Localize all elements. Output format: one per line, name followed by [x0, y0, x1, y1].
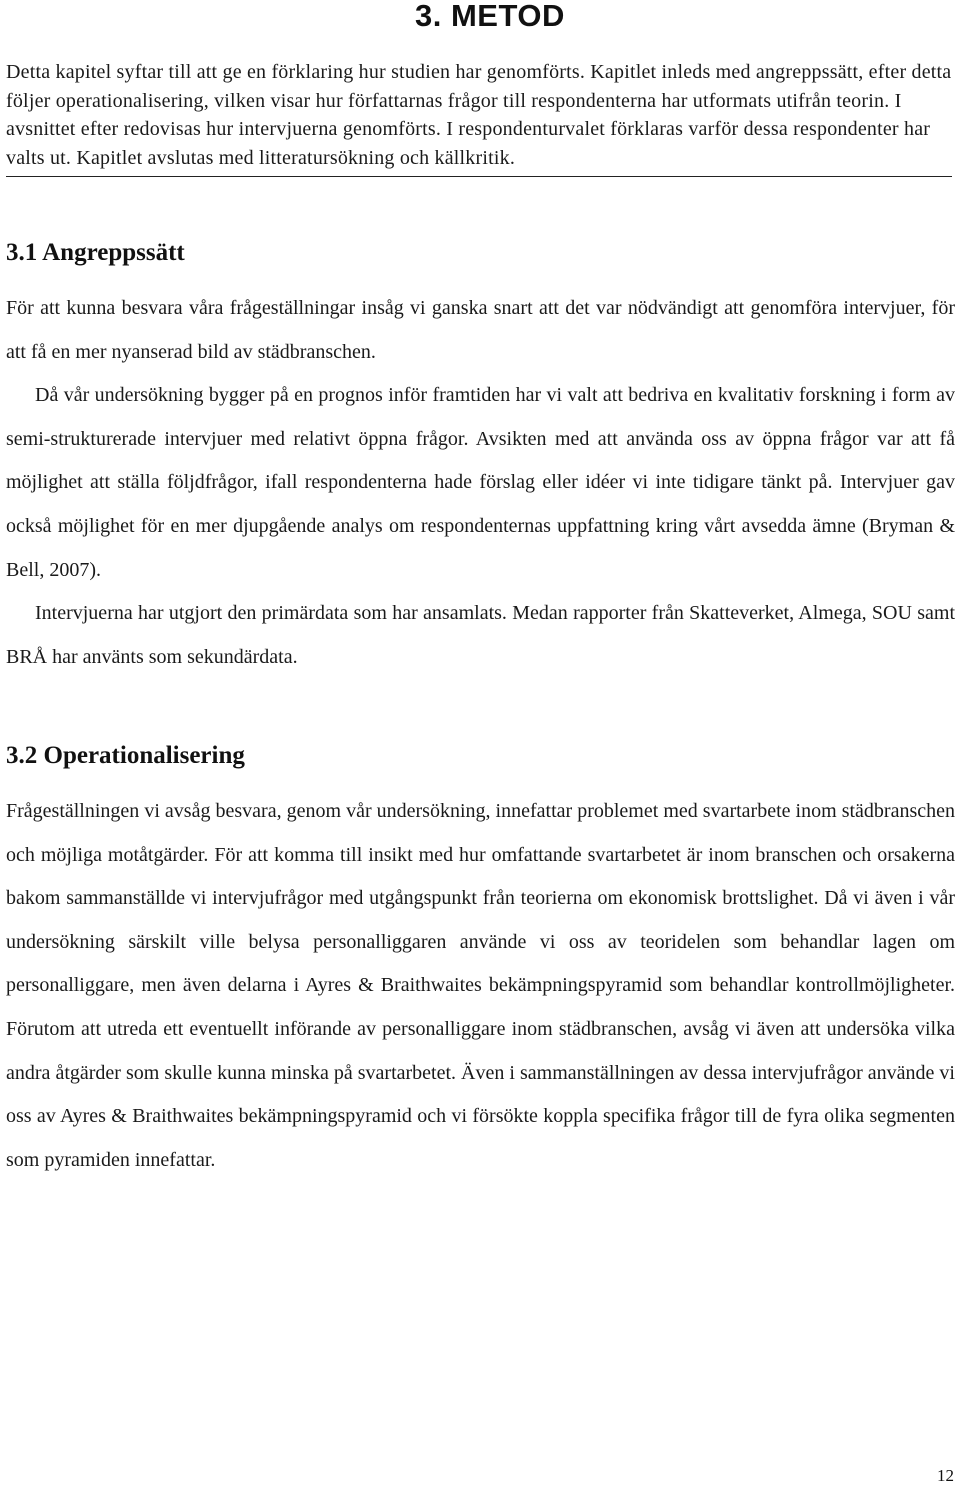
chapter-title: 3. METOD: [415, 0, 565, 33]
paragraph: Intervjuerna har utgjort den primärdata som har ansamlats. Medan rapporter från Skatteverket, Almega, SOU samt BRÅ har använts som sekundärdata.: [6, 602, 955, 668]
section-heading: 3.2 Operationalisering: [6, 742, 245, 769]
page-number: 12: [937, 1466, 954, 1485]
paragraph: För att kunna besvara våra frågeställningar insåg vi ganska snart att det var nödvändigt att genomföra intervjuer, för att få en mer nyanserad bild av städbranschen.: [6, 297, 955, 363]
section-body: [6, 287, 955, 679]
section-operationalisering: [6, 741, 955, 1182]
section-heading: 3.1 Angreppssätt: [6, 239, 185, 266]
section-body: [6, 790, 955, 1182]
section-angreppssatt: [6, 238, 955, 679]
chapter-intro: Detta kapitel syftar till att ge en förklaring hur studien har genomförts. Kapitlet inleds med angreppssätt, efter detta följer operationalisering, vilken visar hur författarnas frågor till respondenterna har utformats utifrån teorin. I avsnittet efter redovisas hur intervjuerna genomförts. I respondenturvalet förklaras varför dessa respondenter har valts ut. Kapitlet avslutas med litteratursökning och källkritik.: [6, 58, 952, 177]
paragraph: Frågeställningen vi avsåg besvara, genom vår undersökning, innefattar problemet med svartarbete inom städbranschen och möjliga motåtgärder. För att komma till insikt med hur omfattande svartarbetet är inom branschen och orsakerna bakom sammanställde vi intervjufrågor med utgångspunkt från teorierna om ekonomisk brottslighet. Då vi även i vår undersökning särskilt ville belysa personalliggaren använde vi oss av teoridelen som behandlar lagen om personalliggare, men även delarna i Ayres & Braithwaites bekämpningspyramid som behandlar kontrollmöjligheter. Förutom att utreda ett eventuellt införande av personalliggare inom städbranschen, avsåg vi även att undersöka vilka andra åtgärder som skulle kunna minska på svartarbetet. Även i sammanställningen av dessa intervjufrågor använde vi oss av Ayres & Braithwaites bekämpningspyramid och vi försökte koppla specifika frågor till de fyra olika segmenten som pyramiden innefattar.: [6, 800, 955, 1171]
paragraph: Då vår undersökning bygger på en prognos inför framtiden har vi valt att bedriva en kvalitativ forskning i form av semi-strukturerade intervjuer med relativt öppna frågor. Avsikten med att använda oss av öppna frågor var att få möjlighet att ställa följdfrågor, ifall respondenterna hade förslag eller idéer vi inte tidigare tänkt på. Intervjuer gav också möjlighet för en mer djupgående analys om respondenternas uppfattning kring vårt avsedda ämne (Bryman & Bell, 2007).: [6, 384, 955, 581]
